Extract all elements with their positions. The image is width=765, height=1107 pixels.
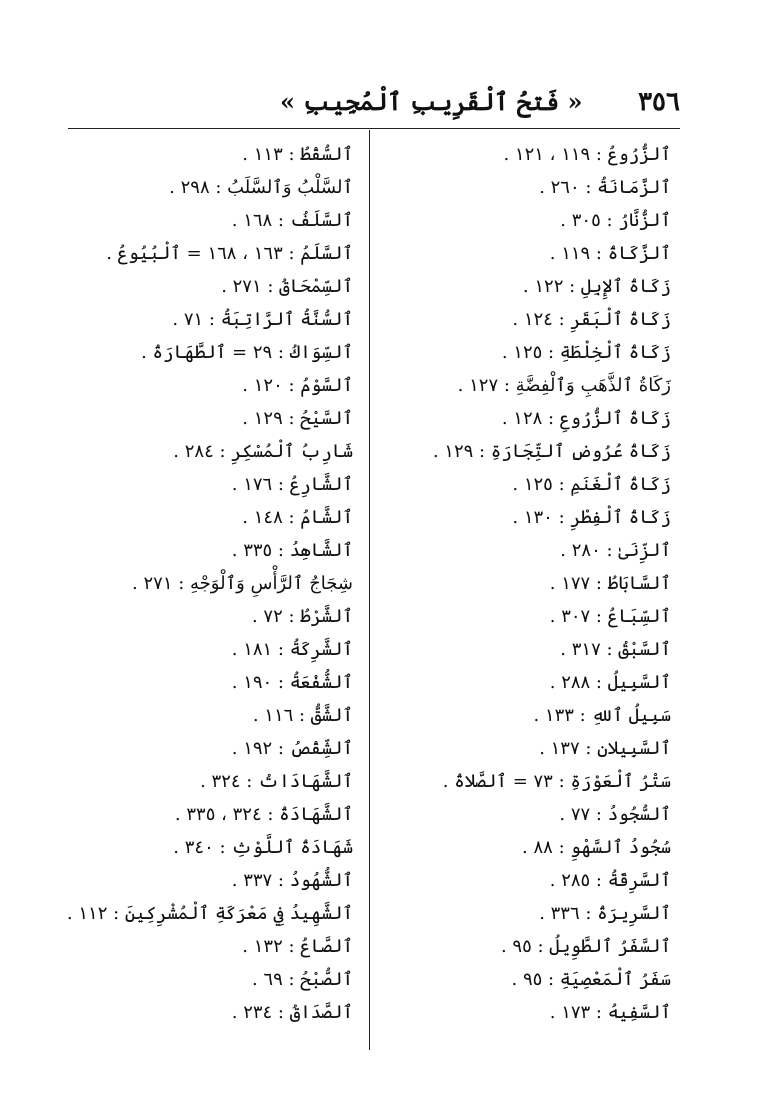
index-entry: ٱلزُّنَّارُ : ٣٠٥ . <box>560 210 671 231</box>
index-column-right <box>381 138 671 1029</box>
column-divider <box>369 130 370 1050</box>
index-entry: سُجُودُ ٱلسَّهْوِ : ٨٨ . <box>522 837 671 858</box>
index-entry: ٱلشَّامُ : ١٤٨ . <box>242 507 353 528</box>
index-entry: زَكَاةُ ٱلْغَنَمِ : ١٢٥ . <box>512 474 671 495</box>
index-entry: ٱلسَّابَاطُ : ١٧٧ . <box>549 573 671 594</box>
index-entry: سَفَرُ ٱلْمَعْصِيَةِ : ٩٥ . <box>511 969 671 990</box>
index-entry: ٱلشُّهُودُ : ٣٣٧ . <box>231 870 353 891</box>
index-entry: سَتْرُ ٱلْعَوْرَةِ : ٧٣ = ٱلصَّلاةُ . <box>442 771 671 792</box>
index-entry: ٱلسَّفَرُ ٱلطَّوِيلُ : ٩٥ . <box>500 936 671 957</box>
index-entry: ٱلسُّنَّةُ ٱلرَّاتِبَةُ : ٧١ . <box>172 309 353 330</box>
page-header <box>70 84 680 124</box>
index-entry: ٱلسَّلَفُ : ١٦٨ . <box>231 210 353 231</box>
index-entry: ٱلسَّرِقَةُ : ٢٨٥ . <box>549 870 671 891</box>
index-entry: زَكَاةُ ٱلْفِطْرِ : ١٣٠ . <box>512 507 671 528</box>
index-entry: زَكَاةُ ٱلذَّهَبِ وَٱلْفِضَّةِ : ١٢٧ . <box>457 375 671 396</box>
index-entry: ٱلشَّهَادَاتُ : ٣٢٤ . <box>200 771 353 792</box>
index-entry: زَكَاةُ ٱلْبَقَرِ : ١٢٤ . <box>512 309 671 330</box>
index-entry: زَكَاةُ ٱلْخِلْطَةِ : ١٢٥ . <box>501 342 671 363</box>
index-entry: ٱلصُّبْحُ : ٦٩ . <box>251 969 353 990</box>
index-entry: شَارِبُ ٱلْمُسْكِرِ : ٢٨٤ . <box>173 441 353 462</box>
index-entry: ٱلسِّبَاعُ : ٣٠٧ . <box>549 606 671 627</box>
index-entry: ٱلشَّرِكَةُ : ١٨١ . <box>231 639 353 660</box>
index-entry: ٱلصَّاعُ : ١٣٢ . <box>242 936 353 957</box>
index-column-left <box>53 138 353 1029</box>
index-entry: زَكَاةُ ٱلزُّرُوعِ : ١٢٨ . <box>501 408 671 429</box>
index-entry: ٱلشَّارِعُ : ١٧٦ . <box>231 474 353 495</box>
index-entry: ٱلسِّوَاكُ : ٢٩ = ٱلطَّهَارَةُ . <box>141 342 353 363</box>
index-entry: ٱلزِّنَىٰ : ٢٨٠ . <box>560 540 671 561</box>
index-entry: ٱلسَّلْبُ وَٱلسَّلَبُ : ٢٩٨ . <box>169 177 353 198</box>
index-entry: ٱلشَّهِيدُ فِي مَعْرَكَةِ ٱلْمُشْرِكِينَ : ١١٢ . <box>66 903 353 924</box>
index-entry: سَبِيلُ ٱللهِ : ١٣٣ . <box>533 705 671 726</box>
index-entry: ٱلزَّمَانَةُ : ٢٦٠ . <box>539 177 671 198</box>
index-entry: ٱلزَّكَاةُ : ١١٩ . <box>549 243 671 264</box>
index-entry: ٱلسَّبِيلُ : ٢٨٨ . <box>549 672 671 693</box>
index-entry: شِجَاجُ ٱلرَّأْسِ وَٱلْوَجْهِ : ٢٧١ . <box>132 573 353 594</box>
header-rule <box>68 128 680 129</box>
index-entry: شَهَادَةُ ٱللَّوْثِ : ٣٤٠ . <box>173 837 353 858</box>
index-entry: ٱلسَّيْحُ : ١٢٩ . <box>242 408 353 429</box>
index-entry: ٱلسَّرِيرَةُ : ٣٣٦ . <box>539 903 671 924</box>
running-title: « فَتحُ ٱلْقَرِيبِ ٱلْمُجِيبِ » <box>280 87 583 116</box>
index-entry: ٱلشَّقُّ : ١١٦ . <box>252 705 353 726</box>
index-entry: ٱلشُّفْعَةُ : ١٩٠ . <box>231 672 353 693</box>
index-entry: ٱلسُّجُودُ : ٧٧ . <box>559 804 671 825</box>
index-entry: ٱلسَّفِيهُ : ١٧٣ . <box>549 1002 671 1023</box>
index-entry: ٱلشَّهَادَةُ : ٣٢٤ ، ٣٣٥ . <box>174 804 353 825</box>
index-entry: ٱلسَّبْقُ : ٣١٧ . <box>560 639 671 660</box>
index-entry: ٱلشِّقْصُ : ١٩٢ . <box>231 738 353 759</box>
index-entry: ٱلشَّاهِدُ : ٣٣٥ . <box>231 540 353 561</box>
index-entry: ٱلزُّرُوعُ : ١١٩ ، ١٢١ . <box>503 144 671 165</box>
index-entry: ٱلسَّبِيلان : ١٣٧ . <box>539 738 671 759</box>
page-number: ٣٥٦ <box>638 87 680 117</box>
index-entry: زَكَاةُ عُرُوضِ ٱلتِّجَارَةِ : ١٢٩ . <box>432 441 671 462</box>
index-entry: زَكَاةُ ٱلإِبِلِ : ١٢٢ . <box>522 276 671 297</box>
index-entry: ٱلشَّرْطُ : ٧٢ . <box>251 606 353 627</box>
index-entry: ٱلسُّقْطُ : ١١٣ . <box>242 144 353 165</box>
index-entry: ٱلسَّوْمُ : ١٢٠ . <box>242 375 353 396</box>
index-entry: ٱلصَّدَاقُ : ٢٣٤ . <box>231 1002 353 1023</box>
index-entry: ٱلسِّمْحَاقُ : ٢٧١ . <box>221 276 353 297</box>
index-entry: ٱلسَّلَمُ : ١٦٣ ، ١٦٨ = ٱلْبُيُوعُ . <box>106 243 353 264</box>
